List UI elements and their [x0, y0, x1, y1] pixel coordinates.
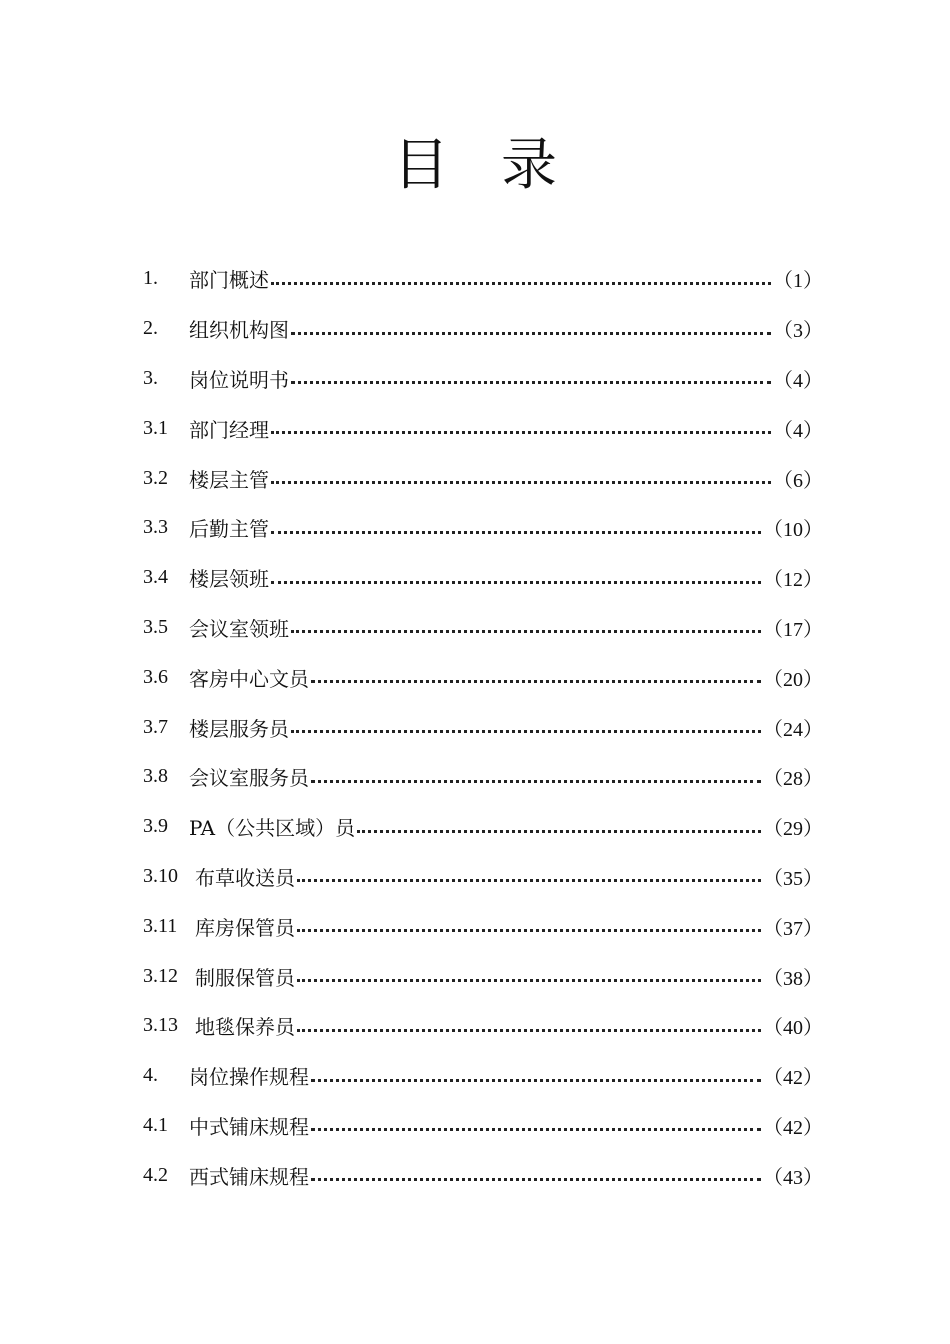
toc-entry-number: 3.12 [143, 964, 178, 987]
toc-entry[interactable] [143, 453, 823, 503]
toc-dot-leader [291, 617, 761, 637]
toc-entry-number: 3.11 [143, 914, 178, 937]
toc-entry-label: 布草收送员 [195, 865, 295, 890]
toc-dot-leader [297, 916, 761, 936]
toc-dot-leader [271, 568, 761, 588]
toc-entry[interactable] [143, 553, 823, 603]
toc-entry[interactable] [143, 901, 823, 951]
toc-entry[interactable] [143, 403, 823, 453]
toc-entry-page-number: （10） [763, 519, 823, 542]
toc-dot-leader [271, 418, 771, 438]
toc-entry-label: 组织机构图 [189, 318, 289, 343]
toc-entry-page-number: （1） [773, 270, 823, 293]
toc-entry-number: 4.2 [143, 1163, 168, 1186]
toc-dot-leader [297, 866, 761, 886]
title-char-1: 目 [393, 133, 449, 198]
toc-entry-page-number: （40） [763, 1017, 823, 1040]
toc-entry-number: 3.10 [143, 864, 178, 887]
toc-dot-leader [311, 1066, 761, 1086]
toc-entry-label: 楼层领班 [189, 567, 269, 592]
toc-entry[interactable] [143, 702, 823, 752]
toc-entry-number: 2. [143, 317, 158, 340]
toc-entry-page-number: （38） [763, 967, 823, 990]
toc-entry-label: 西式铺床规程 [189, 1164, 309, 1189]
toc-entry-page-number: （42） [763, 1067, 823, 1090]
toc-entry[interactable] [143, 503, 823, 553]
toc-entry-number: 3.4 [143, 566, 168, 589]
toc-entry[interactable] [143, 603, 823, 653]
toc-entry-number: 3.5 [143, 615, 168, 638]
toc-entry-label: 地毯保养员 [195, 1015, 295, 1040]
toc-entry[interactable] [143, 1101, 823, 1151]
toc-entry-page-number: （20） [763, 668, 823, 691]
toc-dot-leader [311, 667, 761, 687]
toc-dot-leader [311, 767, 761, 787]
toc-dot-leader [271, 269, 771, 289]
toc-entry-number: 3.7 [143, 715, 168, 738]
toc-entry[interactable] [143, 652, 823, 702]
toc-entry-label: 会议室领班 [189, 616, 289, 641]
toc-entry-page-number: （28） [763, 768, 823, 791]
toc-entry-page-number: （6） [773, 469, 823, 492]
toc-entry[interactable] [143, 802, 823, 852]
toc-entry-page-number: （43） [763, 1166, 823, 1189]
toc-entry-label: 会议室服务员 [189, 766, 309, 791]
title-char-2: 录 [501, 133, 557, 198]
toc-entry-label: 部门概述 [189, 268, 269, 293]
toc-entry-label: PA（公共区域）员 [189, 816, 356, 841]
toc-entry-page-number: （37） [763, 917, 823, 940]
table-of-contents [143, 254, 823, 1200]
toc-entry-number: 4. [143, 1064, 158, 1087]
toc-entry[interactable] [143, 254, 823, 304]
toc-entry-label: 楼层服务员 [189, 716, 289, 741]
toc-entry-page-number: （12） [763, 569, 823, 592]
toc-entry-number: 3.2 [143, 466, 168, 489]
toc-dot-leader [271, 518, 761, 538]
toc-entry-number: 3.3 [143, 516, 168, 539]
toc-entry[interactable] [143, 354, 823, 404]
toc-entry-page-number: （29） [763, 818, 823, 841]
toc-entry-label: 库房保管员 [195, 915, 295, 940]
toc-entry-label: 制服保管员 [195, 965, 295, 990]
toc-dot-leader [297, 966, 761, 986]
toc-dot-leader [291, 717, 761, 737]
toc-entry-page-number: （17） [763, 618, 823, 641]
toc-entry-number: 3.13 [143, 1014, 178, 1037]
toc-entry-label: 部门经理 [189, 417, 269, 442]
toc-entry-page-number: （42） [763, 1116, 823, 1139]
toc-entry-number: 3.1 [143, 416, 168, 439]
page-title [0, 128, 950, 204]
toc-entry[interactable] [143, 752, 823, 802]
toc-entry[interactable] [143, 1001, 823, 1051]
toc-entry-page-number: （4） [773, 369, 823, 392]
toc-entry-number: 4.1 [143, 1113, 168, 1136]
toc-entry[interactable] [143, 852, 823, 902]
toc-entry-number: 3.8 [143, 765, 168, 788]
toc-entry-number: 1. [143, 267, 158, 290]
toc-entry-number: 3. [143, 366, 158, 389]
toc-entry-label: 楼层主管 [189, 467, 269, 492]
toc-entry-label: 客房中心文员 [189, 666, 309, 691]
toc-dot-leader [311, 1115, 761, 1135]
toc-entry-page-number: （35） [763, 867, 823, 890]
toc-entry-number: 3.6 [143, 665, 168, 688]
toc-entry-label: 后勤主管 [189, 517, 269, 542]
toc-entry-page-number: （24） [763, 718, 823, 741]
toc-entry-label: 岗位操作规程 [189, 1065, 309, 1090]
toc-dot-leader [291, 319, 771, 339]
toc-dot-leader [357, 817, 761, 837]
toc-entry[interactable] [143, 304, 823, 354]
toc-entry-number: 3.9 [143, 815, 168, 838]
toc-entry[interactable] [143, 1051, 823, 1101]
toc-entry[interactable] [143, 951, 823, 1001]
toc-entry-label: 中式铺床规程 [189, 1114, 309, 1139]
toc-dot-leader [311, 1165, 761, 1185]
toc-dot-leader [271, 468, 771, 488]
toc-entry-page-number: （3） [773, 320, 823, 343]
toc-entry[interactable] [143, 1150, 823, 1200]
toc-entry-page-number: （4） [773, 419, 823, 442]
toc-dot-leader [291, 368, 771, 388]
toc-dot-leader [297, 1016, 761, 1036]
toc-entry-label: 岗位说明书 [189, 367, 289, 392]
